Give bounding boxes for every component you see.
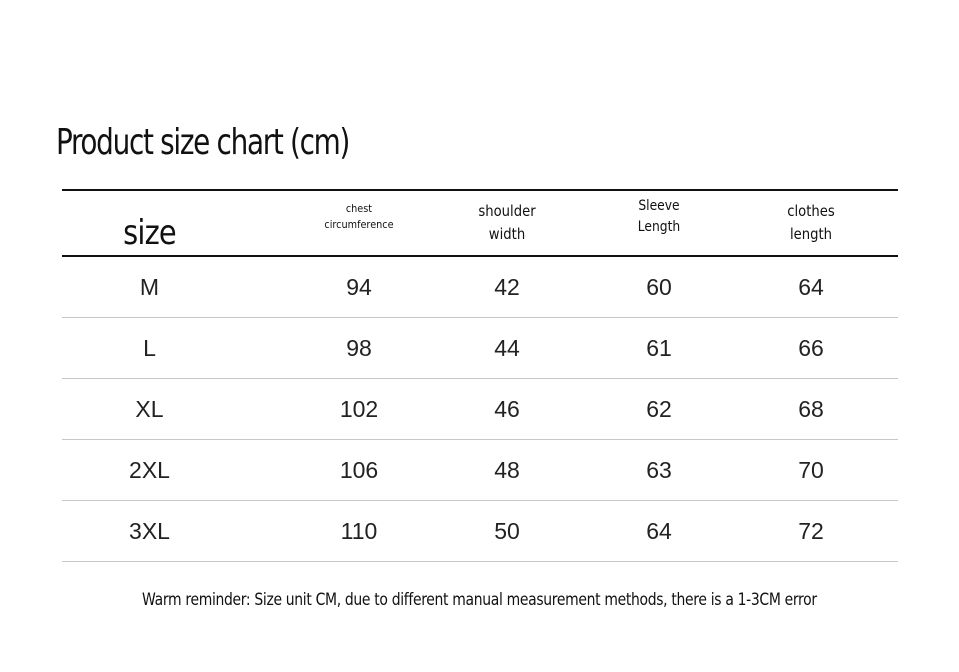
cell-shoulder: 48 (494, 456, 520, 483)
table-row (62, 318, 898, 379)
page-title: Product size chart (cm) (56, 122, 350, 163)
cell-shoulder: 50 (494, 517, 520, 544)
header-shoulder-line2: width (488, 225, 526, 243)
header-size-label: size (123, 213, 176, 253)
header-shoulder-width (450, 191, 564, 255)
cell-clothes-length: 64 (798, 273, 824, 300)
cell-size: 3XL (129, 517, 170, 544)
header-chest-line2: circumference (324, 218, 394, 231)
header-clothes-length (754, 191, 868, 255)
cell-chest: 110 (340, 517, 378, 544)
cell-chest: 102 (339, 395, 379, 422)
cell-clothes-length: 66 (798, 334, 824, 361)
cell-size: XL (135, 395, 164, 422)
cell-chest: 98 (346, 334, 372, 361)
cell-sleeve: 61 (646, 334, 672, 361)
table-header-row (62, 191, 898, 255)
header-shoulder-line1: shoulder (478, 202, 536, 220)
header-sleeve-line2: Length (637, 219, 681, 235)
cell-clothes-length: 70 (798, 456, 824, 483)
cell-size: 2XL (129, 456, 170, 483)
header-sleeve-length (602, 185, 716, 249)
cell-sleeve: 60 (646, 273, 672, 300)
cell-shoulder: 44 (494, 334, 520, 361)
header-sleeve-line1: Sleeve (638, 198, 680, 214)
table-row (62, 257, 898, 318)
cell-chest: 94 (346, 273, 372, 300)
cell-sleeve: 62 (646, 395, 672, 422)
cell-sleeve: 63 (646, 456, 672, 483)
header-size (92, 191, 207, 253)
cell-chest: 106 (339, 456, 379, 483)
cell-size: M (139, 273, 160, 300)
table-body (62, 257, 898, 562)
table-row (62, 440, 898, 501)
header-chest-line1: chest (345, 202, 373, 215)
cell-shoulder: 46 (494, 395, 520, 422)
table-row (62, 501, 898, 562)
table-row (62, 379, 898, 440)
measurement-reminder (0, 590, 959, 610)
cell-clothes-length: 72 (798, 517, 824, 544)
cell-sleeve: 64 (646, 517, 672, 544)
header-clothes-line1: clothes (787, 202, 835, 220)
header-clothes-line2: length (789, 225, 833, 243)
cell-size: L (143, 334, 156, 361)
cell-shoulder: 42 (494, 273, 520, 300)
header-chest-circumference (302, 185, 416, 249)
measurement-reminder-text: Warm reminder: Size unit CM, due to different manual measurement methods, there is a 1-3CM error (142, 590, 817, 610)
cell-clothes-length: 68 (798, 395, 824, 422)
